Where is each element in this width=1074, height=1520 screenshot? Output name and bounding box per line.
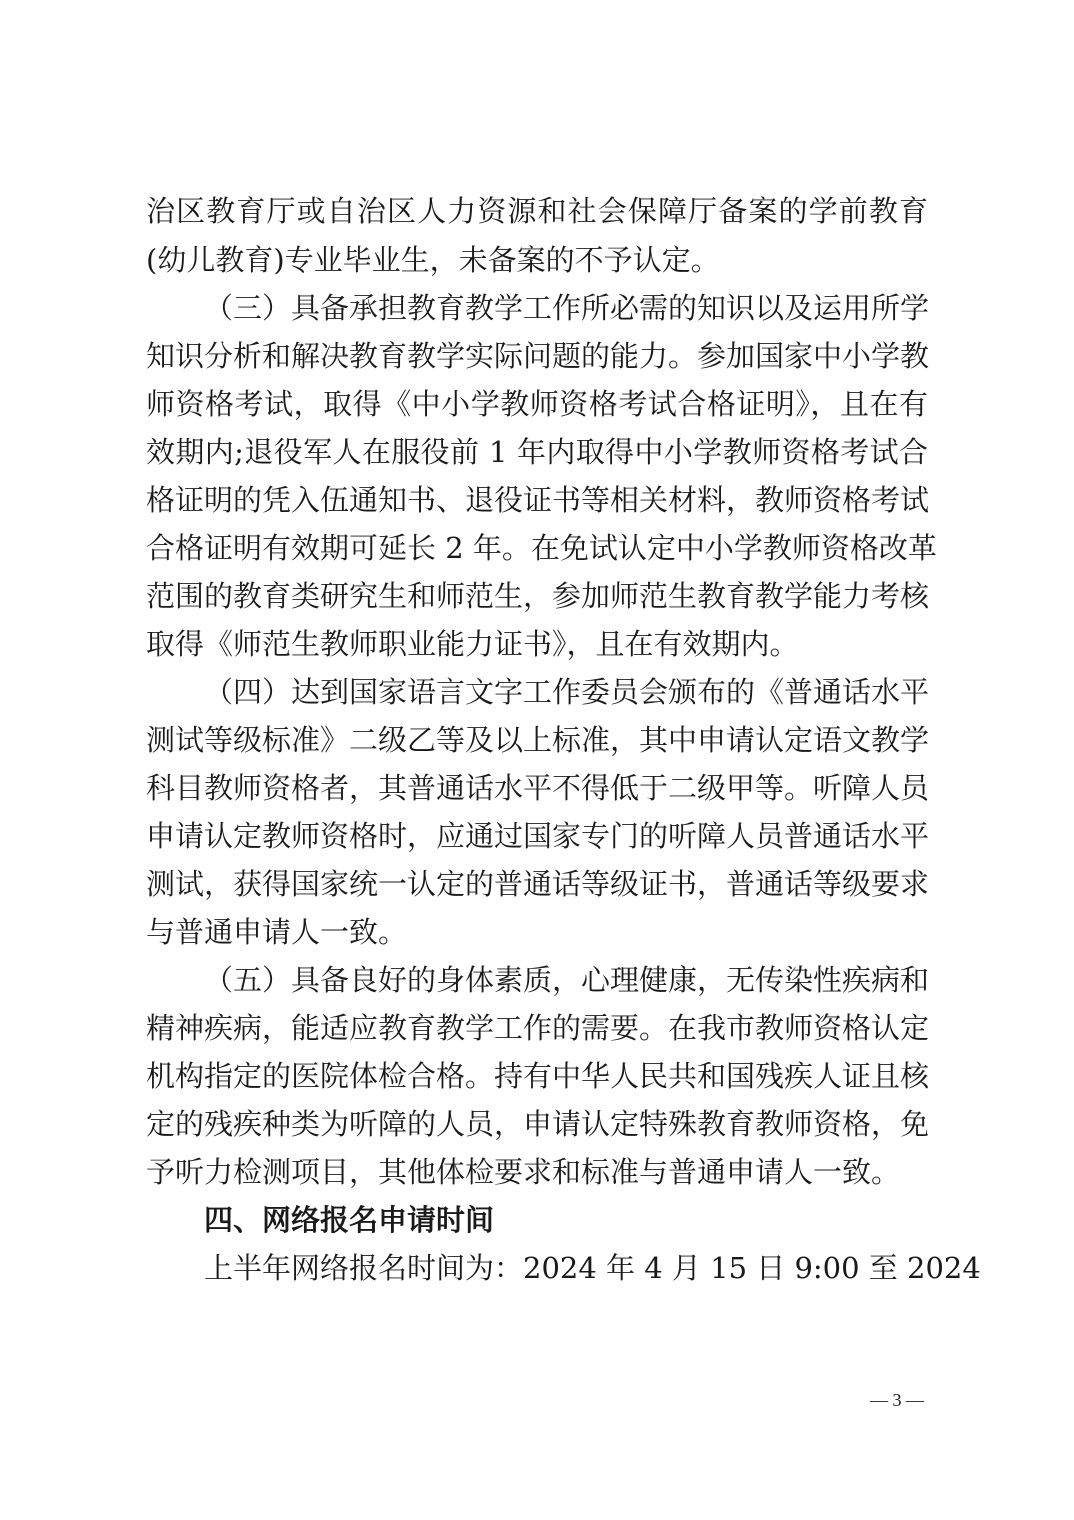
text-line: 范围的教育类研究生和师范生，参加师范生教育教学能力考核 (146, 579, 930, 613)
text-line: 定的残疾种类为听障的人员，申请认定特殊教育教师资格，免 (146, 1107, 930, 1141)
text-line: 合格证明有效期可延长 2 年。在免试认定中小学教师资格改革 (146, 531, 937, 565)
paragraph-start-line: （三）具备承担教育教学工作所必需的知识以及运用所学 (204, 291, 930, 325)
text-line: 效期内;退役军人在服役前 1 年内取得中小学教师资格考试合 (146, 435, 928, 469)
text-line: 知识分析和解决教育教学实际问题的能力。参加国家中小学教 (146, 339, 930, 373)
text-line: 取得《师范生教师职业能力证书》，且在有效期内。 (146, 627, 799, 661)
text-line: 测试，获得国家统一认定的普通话等级证书，普通话等级要求 (146, 867, 930, 901)
text-line: 科目教师资格者，其普通话水平不得低于二级甲等。听障人员 (146, 771, 930, 805)
text-line: (幼儿教育)专业毕业生，未备案的不予认定。 (146, 243, 720, 277)
text-line: 格证明的凭入伍通知书、退役证书等相关材料，教师资格考试 (146, 483, 930, 517)
paragraph-start-line: 上半年网络报名时间为：2024 年 4 月 15 日 9:00 至 2024 (204, 1251, 981, 1285)
text-line: 机构指定的医院体检合格。持有中华人民共和国残疾人证且核 (146, 1059, 930, 1093)
section-heading: 四、网络报名申请时间 (204, 1203, 495, 1237)
text-line: 师资格考试，取得《中小学教师资格考试合格证明》，且在有 (146, 387, 928, 421)
text-line: 予听力检测项目，其他体检要求和标准与普通申请人一致。 (146, 1155, 901, 1189)
text-line: 与普通申请人一致。 (146, 915, 408, 949)
text-line: 申请认定教师资格时，应通过国家专门的听障人员普通话水平 (146, 819, 930, 853)
page-number: — 3 — (870, 1390, 924, 1410)
paragraph-start-line: （五）具备良好的身体素质，心理健康，无传染性疾病和 (204, 963, 930, 997)
text-line: 测试等级标准》二级乙等及以上标准，其中申请认定语文教学 (146, 723, 930, 757)
paragraph-start-line: （四）达到国家语言文字工作委员会颁布的《普通话水平 (204, 675, 930, 709)
text-line: 精神疾病，能适应教育教学工作的需要。在我市教师资格认定 (146, 1011, 930, 1045)
text-line: 治区教育厅或自治区人力资源和社会保障厅备案的学前教育 (146, 194, 928, 228)
